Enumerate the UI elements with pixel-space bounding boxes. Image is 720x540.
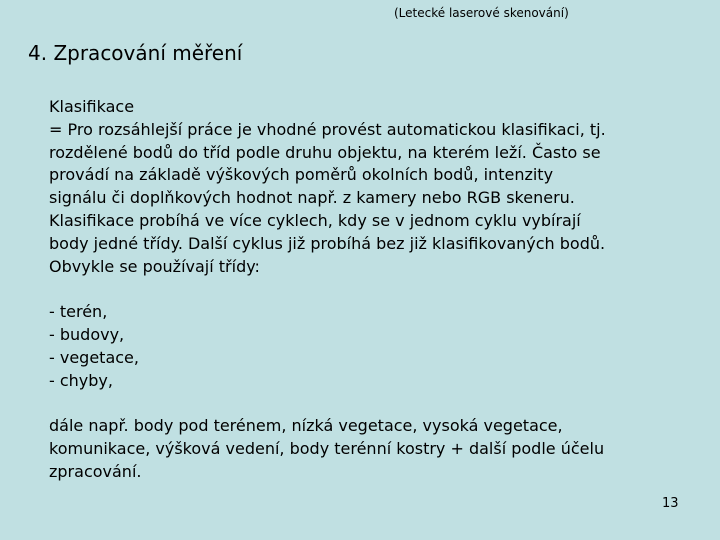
paragraph-line: signálu či doplňkových hodnot např. z kamery nebo RGB skeneru. <box>49 188 575 208</box>
closing-line: komunikace, výšková vedení, body terénní kostry + další podle účelu <box>49 438 605 458</box>
slide-content <box>49 96 606 484</box>
paragraph-line: provádí na základě výškových poměrů okolních bodů, intenzity <box>49 165 554 185</box>
paragraph-spacer <box>49 392 606 415</box>
paragraph-spacer <box>49 278 606 301</box>
list-item: - budovy, <box>49 324 125 344</box>
slide-title: 4. Zpracování měření <box>28 41 243 65</box>
list-item: - chyby, <box>49 370 113 390</box>
header-note: (Letecké laserové skenování) <box>394 6 569 20</box>
section-heading: Klasifikace <box>49 97 135 116</box>
closing-line: zpracování. <box>49 461 142 481</box>
page-number: 13 <box>662 496 679 511</box>
paragraph-line: Klasifikace probíhá ve více cyklech, kdy se v jednom cyklu vybírají <box>49 210 581 230</box>
paragraph-line: body jedné třídy. Další cyklus již probíhá bez již klasifikovaných bodů. <box>49 233 606 253</box>
closing-line: dále např. body pod terénem, nízká vegetace, vysoká vegetace, <box>49 416 563 436</box>
paragraph-line: = Pro rozsáhlejší práce je vhodné provést automatickou klasifikaci, tj. <box>49 119 606 139</box>
paragraph-line: Obvykle se používají třídy: <box>49 256 260 276</box>
paragraph-line: rozdělené bodů do tříd podle druhu objektu, na kterém leží. Často se <box>49 142 601 162</box>
list-item: - vegetace, <box>49 347 139 367</box>
list-item: - terén, <box>49 302 108 322</box>
